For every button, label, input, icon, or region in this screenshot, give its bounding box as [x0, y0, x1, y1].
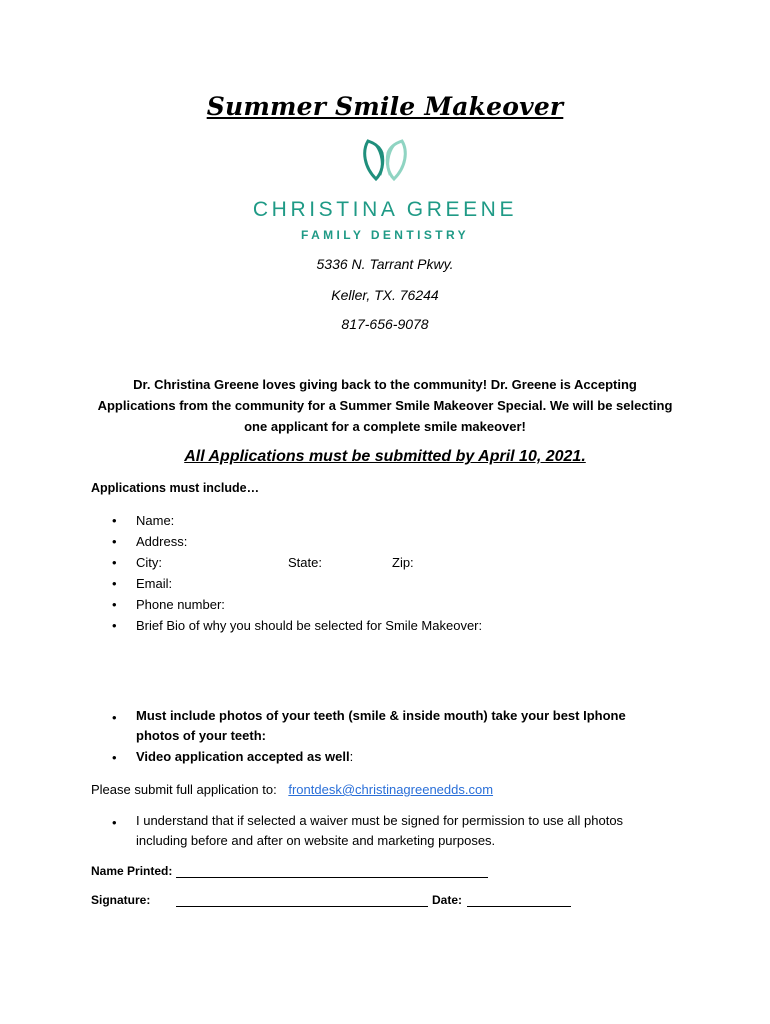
waiver-line: including before and after on website and marketing purposes.	[136, 833, 496, 848]
intro-line: Dr. Christina Greene loves giving back to the community! Dr. Greene is Accepting	[133, 377, 637, 392]
bullet-icon: •	[112, 534, 117, 549]
deadline-heading: All Applications must be submitted by April 10, 2021.	[184, 448, 586, 465]
photos-line: Must include photos of your teeth (smile & inside mouth) take your best Iphone	[136, 708, 626, 723]
intro-line: one applicant for a complete smile makeover!	[244, 419, 526, 434]
bullet-icon: •	[112, 597, 117, 612]
field-bio-label: Brief Bio of why you should be selected for Smile Makeover:	[136, 618, 483, 633]
photos-line: photos of your teeth:	[136, 728, 266, 743]
address-phone: 817-656-9078	[341, 316, 429, 332]
bullet-icon: •	[112, 513, 117, 528]
field-address-label: Address:	[136, 534, 188, 549]
page-title: Summer Smile Makeover	[206, 92, 564, 121]
bullet-icon: •	[112, 555, 117, 570]
intro-line: Applications from the community for a Summer Smile Makeover Special. We will be selecting	[97, 398, 673, 413]
name-printed-label: Name Printed:	[91, 864, 173, 878]
address-street: 5336 N. Tarrant Pkwy.	[316, 256, 454, 272]
waiver-line: I understand that if selected a waiver must be signed for permission to use all photos	[136, 813, 624, 828]
brand-name: CHRISTINA GREENE	[252, 198, 518, 221]
date-label: Date:	[432, 893, 463, 907]
field-state-label: State:	[288, 555, 322, 570]
submit-email-link[interactable]: frontdesk@christinagreenedds.com	[288, 782, 494, 797]
bullet-icon: •	[112, 618, 117, 633]
field-phone-label: Phone number:	[136, 597, 225, 612]
submit-label: Please submit full application to:	[91, 782, 277, 797]
video-requirement	[136, 747, 353, 767]
date-line[interactable]	[467, 906, 571, 907]
bullet-icon: •	[112, 576, 117, 591]
intro-paragraph	[80, 374, 690, 437]
signature-label: Signature:	[91, 893, 151, 907]
video-colon: :	[349, 749, 354, 764]
submit-instructions	[91, 782, 493, 797]
waiver-statement	[136, 811, 623, 851]
field-name-label: Name:	[136, 513, 175, 528]
field-city-label: City:	[136, 555, 162, 570]
field-email-label: Email:	[136, 576, 173, 591]
brand-subtitle: FAMILY DENTISTRY	[301, 228, 469, 242]
name-printed-line[interactable]	[176, 877, 488, 878]
bullet-icon: •	[112, 815, 117, 830]
bullet-icon: •	[112, 750, 117, 765]
signature-line[interactable]	[176, 906, 428, 907]
field-zip-label: Zip:	[392, 555, 414, 570]
address-city: Keller, TX. 76244	[331, 287, 439, 303]
video-text: Video application accepted as well	[136, 749, 350, 764]
requirements-heading: Applications must include…	[91, 481, 260, 495]
photos-requirement	[136, 706, 626, 746]
tooth-leaf-icon	[358, 133, 412, 185]
bullet-icon: •	[112, 710, 117, 725]
